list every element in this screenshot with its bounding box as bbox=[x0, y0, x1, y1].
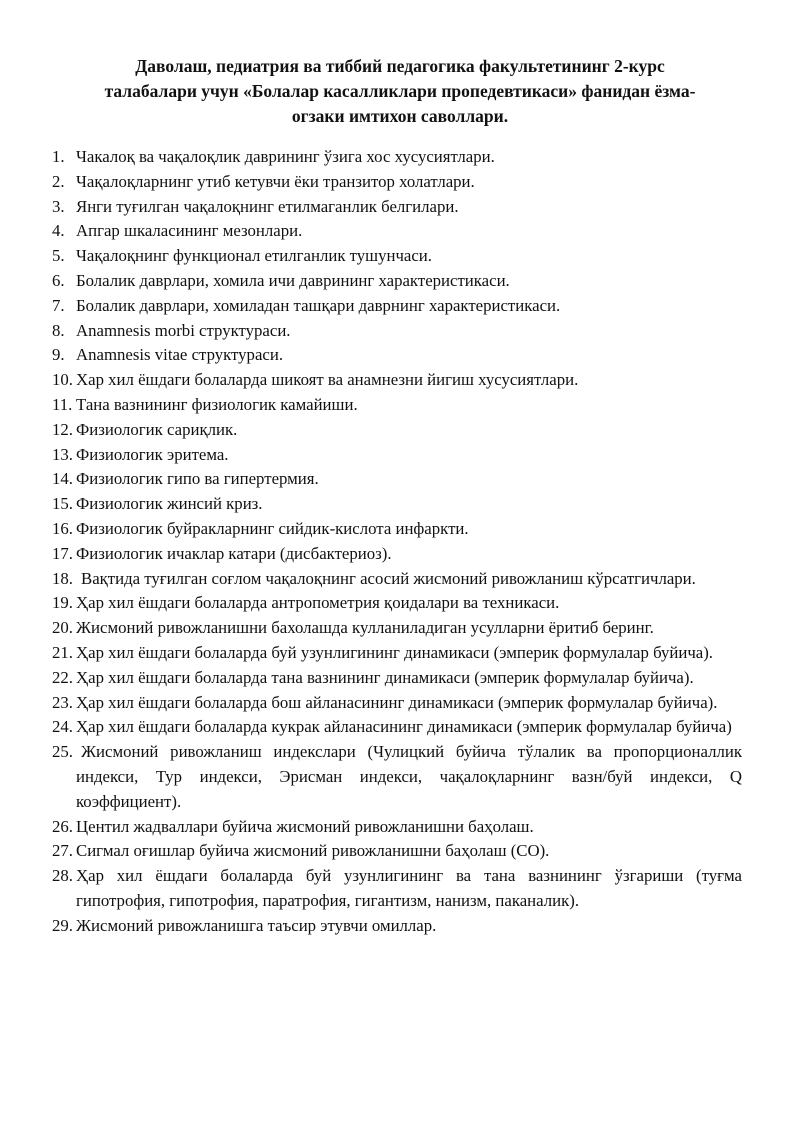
question-item bbox=[52, 244, 742, 269]
title-line: огзаки имтихон саволлари. bbox=[291, 106, 509, 126]
question-item bbox=[52, 492, 742, 517]
question-item bbox=[52, 864, 742, 914]
question-number: 13. bbox=[52, 444, 73, 464]
question-number: 27. bbox=[52, 841, 73, 861]
question-item bbox=[52, 368, 742, 393]
question-item bbox=[52, 418, 742, 443]
question-item bbox=[52, 616, 742, 641]
question-item bbox=[52, 195, 742, 220]
question-item bbox=[52, 319, 742, 344]
question-text: Ҳар хил ёшдаги болаларда тана вазнининг динамикаси (эмперик формулалар буйича). bbox=[76, 667, 694, 687]
question-number: 4. bbox=[52, 221, 65, 241]
document-title bbox=[90, 54, 710, 129]
question-item bbox=[52, 715, 742, 740]
question-number: 2. bbox=[52, 171, 65, 191]
question-number: 1. bbox=[52, 147, 65, 166]
question-number: 9. bbox=[52, 345, 65, 365]
question-item bbox=[52, 393, 742, 418]
question-item bbox=[52, 343, 742, 368]
question-item bbox=[52, 542, 742, 567]
question-item bbox=[52, 740, 742, 814]
question-number: 8. bbox=[52, 320, 65, 340]
question-number: 24. bbox=[52, 717, 73, 737]
question-text: Чакалоқ ва чақалоқлик даврининг ўзига хос хусусиятлари. bbox=[76, 147, 495, 166]
question-item bbox=[52, 443, 742, 468]
question-text: Ҳар хил ёшдаги болаларда буй узунлигининг динамикаси (эмперик формулалар буйича). bbox=[76, 642, 714, 662]
question-item bbox=[52, 666, 742, 691]
question-text: Ҳар хил ёшдаги болаларда бош айланасининг динамикаси (эмперик формулалар буйича). bbox=[76, 692, 718, 712]
question-number: 16. bbox=[52, 518, 73, 538]
question-number: 19. bbox=[52, 593, 73, 613]
title-line: Даволаш, педиатрия ва тиббий педагогика факультетининг 2-курс bbox=[135, 56, 665, 76]
question-text: Физиологик буйракларнинг сийдик-кислота инфаркти. bbox=[76, 518, 469, 538]
question-number: 17. bbox=[52, 543, 73, 563]
question-text: Физиологик ичаклар катари (дисбактериоз). bbox=[76, 543, 392, 563]
question-text: Физиологик эритема. bbox=[76, 444, 229, 464]
question-list bbox=[52, 145, 742, 939]
question-number: 25. bbox=[52, 742, 73, 762]
question-number: 7. bbox=[52, 295, 65, 315]
question-text: Центил жадваллари буйича жисмоний ривожланишни баҳолаш. bbox=[76, 816, 534, 836]
question-number: 14. bbox=[52, 469, 73, 489]
question-item bbox=[52, 591, 742, 616]
question-text: Янги туғилган чақалоқнинг етилмаганлик белгилари. bbox=[76, 196, 459, 216]
question-number: 23. bbox=[52, 692, 73, 712]
question-item bbox=[52, 914, 742, 939]
question-item bbox=[52, 641, 742, 666]
question-number: 6. bbox=[52, 270, 65, 290]
question-item bbox=[52, 567, 742, 592]
question-text: Апгар шкаласининг мезонлари. bbox=[76, 221, 303, 241]
question-text: Ҳар хил ёшдаги болаларда кукрак айланасининг динамикаси (эмперик формулалар буйича) bbox=[76, 717, 732, 737]
question-number: 26. bbox=[52, 816, 73, 836]
question-number: 22. bbox=[52, 667, 73, 687]
question-item bbox=[52, 294, 742, 319]
question-item bbox=[52, 815, 742, 840]
question-number: 18. bbox=[52, 568, 73, 588]
question-text: Вақтида туғилган соғлом чақалоқнинг асосий жисмоний ривожланиш кўрсатгичлари. bbox=[81, 568, 696, 588]
question-number: 5. bbox=[52, 246, 65, 266]
question-text: Anamnesis morbi структураси. bbox=[76, 320, 291, 340]
question-item bbox=[52, 839, 742, 864]
question-text: Жисмоний ривожланиш индекслари (Чулицкий буйича тўлалик ва пропорционаллик индекси, Тур индекси, Эрисман индекси, чақалоқларнинг вазн/буй индекси, Q коэффициент). bbox=[76, 742, 742, 811]
question-number: 10. bbox=[52, 370, 73, 390]
question-text: Жисмоний ривожланишга таъсир этувчи омиллар. bbox=[76, 915, 437, 935]
question-text: Чақалоқларнинг утиб кетувчи ёки транзитор холатлари. bbox=[76, 171, 475, 191]
question-text: Хар хил ёшдаги болаларда шикоят ва анамнезни йигиш хусусиятлари. bbox=[76, 370, 579, 390]
question-item bbox=[52, 691, 742, 716]
question-item bbox=[52, 467, 742, 492]
question-text: Болалик даврлари, хомила ичи даврининг характеристикаси. bbox=[76, 270, 510, 290]
question-text: Физиологик жинсий криз. bbox=[76, 494, 263, 514]
question-number: 11. bbox=[52, 394, 73, 414]
question-text: Физиологик гипо ва гипертермия. bbox=[76, 469, 319, 489]
question-item bbox=[52, 170, 742, 195]
question-text: Ҳар хил ёшдаги болаларда антропометрия қоидалари ва техникаси. bbox=[76, 593, 560, 613]
question-text: Тана вазнининг физиологик камайиши. bbox=[76, 394, 358, 414]
question-number: 3. bbox=[52, 196, 65, 216]
question-number: 15. bbox=[52, 494, 73, 514]
question-text: Чақалоқнинг функционал етилганлик тушунчаси. bbox=[76, 246, 432, 266]
question-number: 29. bbox=[52, 915, 73, 935]
question-text: Сигмал оғишлар буйича жисмоний ривожланишни баҳолаш (СО). bbox=[76, 841, 550, 861]
question-number: 12. bbox=[52, 419, 73, 439]
question-item bbox=[52, 219, 742, 244]
question-number: 21. bbox=[52, 642, 73, 662]
question-text: Жисмоний ривожланишни бахолашда кулланиладиган усулларни ёритиб беринг. bbox=[76, 618, 654, 638]
question-text: Болалик даврлари, хомиладан ташқари даврнинг характеристикаси. bbox=[76, 295, 561, 315]
question-text: Anamnesis vitae структураси. bbox=[76, 345, 284, 365]
question-text: Физиологик сариқлик. bbox=[76, 419, 238, 439]
question-item bbox=[52, 145, 742, 170]
question-item bbox=[52, 269, 742, 294]
question-text: Ҳар хил ёшдаги болаларда буй узунлигининг ва тана вазнининг ўзгариши (туғма гипотрофия, гипотрофия, паратрофия, гигантизм, нанизм, паканалик). bbox=[76, 866, 742, 910]
question-number: 20. bbox=[52, 618, 73, 638]
title-line: талабалари учун «Болалар касалликлари пропедевтикаси» фанидан ёзма- bbox=[104, 81, 696, 101]
question-number: 28. bbox=[52, 866, 73, 886]
question-item bbox=[52, 517, 742, 542]
